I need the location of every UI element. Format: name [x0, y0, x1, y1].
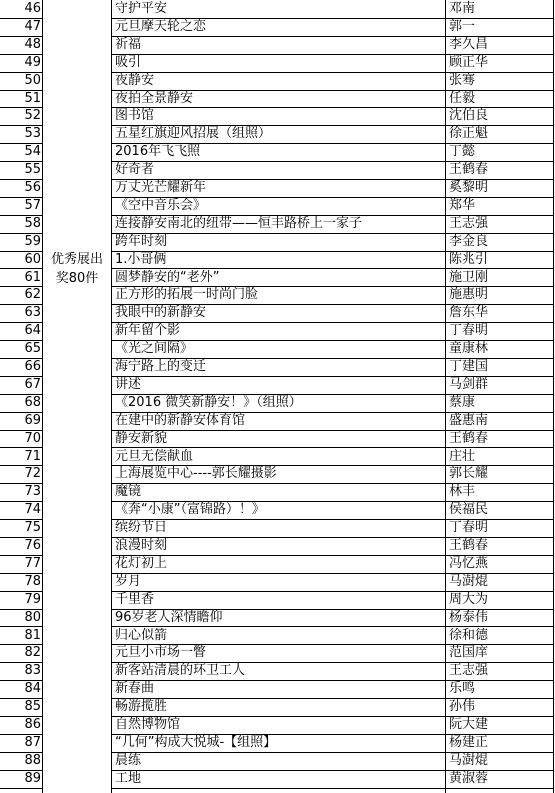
row-number: 52	[24, 108, 41, 124]
work-title: 万丈光芒耀新年	[115, 180, 207, 195]
column-divider	[111, 0, 112, 793]
work-title: 96岁老人深情瞻仰	[115, 609, 223, 625]
work-title: 《光之间隔》	[115, 341, 194, 357]
author-name: 郭一	[449, 18, 476, 34]
author-name: 徐和德	[449, 627, 489, 643]
row-number: 73	[24, 484, 41, 500]
author-name: 李金良	[449, 233, 489, 249]
row-number: 62	[24, 287, 41, 303]
work-title: 我眼中的新静安	[115, 305, 207, 321]
row-number: 83	[24, 663, 41, 679]
row-number: 79	[24, 591, 41, 607]
work-title: 《空中音乐会》	[115, 197, 207, 213]
row-number: 56	[24, 180, 41, 195]
work-title: 在建中的新静安体育馆	[115, 412, 246, 428]
row-number: 86	[24, 717, 41, 732]
work-title: 元旦小市场一瞥	[115, 645, 207, 661]
work-title: 1.小哥俩	[115, 251, 167, 267]
author-name: 马澍焜	[449, 573, 489, 589]
work-title: 祈福	[115, 36, 142, 52]
row-number: 75	[24, 520, 41, 536]
row-number: 74	[24, 502, 41, 518]
row-number: 63	[24, 305, 41, 321]
work-title: 元旦无偿献血	[115, 448, 194, 464]
author-name: 沈伯良	[449, 108, 489, 124]
row-number: 85	[24, 699, 41, 715]
work-title: 花灯初上	[115, 555, 168, 571]
row-number: 67	[24, 376, 41, 392]
author-name: 孙伟	[449, 699, 476, 715]
column-divider	[42, 0, 43, 793]
author-name: 盛惠南	[449, 412, 489, 428]
work-title: 畅游揽胜	[115, 699, 168, 715]
author-name: 郑华	[449, 197, 476, 213]
author-name: 郭长耀	[449, 466, 489, 482]
author-name: 顾正华	[449, 54, 489, 70]
work-title: 跨年时刻	[115, 233, 168, 249]
author-name: 马剑群	[449, 376, 489, 392]
row-number: 66	[24, 359, 41, 374]
author-name: 范国庠	[449, 645, 489, 661]
author-name: 丁春明	[449, 520, 489, 536]
row-number: 64	[24, 323, 41, 339]
row-number: 81	[24, 627, 41, 643]
author-name: 杨建正	[449, 734, 489, 750]
row-number: 87	[24, 734, 41, 750]
work-title: 工地	[115, 770, 142, 786]
author-name: 王鹤春	[449, 538, 489, 553]
work-title: 新客站清晨的环卫工人	[115, 663, 246, 679]
work-title: 新年留个影	[115, 323, 181, 339]
author-name: 乐鸣	[449, 681, 476, 697]
work-title: 岁月	[115, 573, 142, 589]
author-name: 王鹤春	[449, 162, 489, 178]
author-name: 丁建国	[449, 359, 489, 374]
author-name: 丁懿	[449, 144, 476, 160]
author-name: 周大为	[449, 591, 489, 607]
row-number: 50	[24, 72, 41, 88]
row-number: 80	[24, 609, 41, 625]
row-number: 49	[24, 54, 41, 70]
row-number: 54	[24, 144, 41, 160]
author-name: 詹东华	[449, 305, 489, 321]
author-name: 蔡康	[449, 394, 476, 410]
work-title: 静安新貌	[115, 430, 168, 446]
work-title: 晨练	[115, 752, 142, 768]
row-number: 59	[24, 233, 41, 249]
row-number: 82	[24, 645, 41, 661]
work-title: 缤纷节日	[115, 520, 168, 536]
work-title: 浪漫时刻	[115, 538, 168, 553]
work-title: 连接静安南北的纽带——恒丰路桥上一家子	[115, 215, 363, 231]
work-title: 好奇者	[115, 162, 155, 178]
work-title: 《奔“小康”（富锦路）！》	[115, 502, 265, 518]
work-title: 守护平安	[115, 1, 168, 16]
column-divider	[445, 0, 446, 793]
work-title: 正方形的拓展一时尚门脸	[115, 287, 259, 303]
author-name: 马澍焜	[449, 752, 489, 768]
author-name: 黄淑蓉	[449, 770, 489, 786]
author-name: 林丰	[449, 484, 476, 500]
work-title: 圆梦静安的“老外”	[115, 269, 220, 285]
row-number: 88	[24, 752, 41, 768]
row-number: 70	[24, 430, 41, 446]
author-name: 施惠明	[449, 287, 489, 303]
work-title: 新春曲	[115, 681, 155, 697]
work-title: 千里香	[115, 591, 155, 607]
row-number: 60	[24, 251, 41, 267]
author-name: 奚黎明	[449, 180, 489, 195]
row-number: 48	[24, 36, 41, 52]
work-title: 自然博物馆	[115, 717, 181, 732]
work-title: 图书馆	[115, 108, 155, 124]
award-category-cell: 优秀展出 奖80件	[50, 252, 103, 286]
column-divider	[553, 0, 554, 793]
author-name: 徐正魁	[449, 126, 489, 142]
row-number: 55	[24, 162, 41, 178]
author-name: 杨泰伟	[449, 609, 489, 625]
work-title: 魔镜	[115, 484, 142, 500]
author-name: 庄壮	[449, 448, 476, 464]
row-number: 65	[24, 341, 41, 357]
row-number: 53	[24, 126, 41, 142]
row-number: 84	[24, 681, 41, 697]
row-number: 47	[24, 18, 41, 34]
author-name: 李久昌	[449, 36, 489, 52]
row-divider	[111, 788, 554, 789]
work-title: 归心似箭	[115, 627, 168, 643]
row-number: 58	[24, 215, 41, 231]
row-number: 71	[24, 448, 41, 464]
work-title: 讲述	[115, 376, 142, 392]
author-name: 张骞	[449, 72, 476, 88]
work-title: 元旦摩天轮之恋	[115, 18, 207, 34]
author-name: 丁春明	[449, 323, 489, 339]
author-name: 阮大建	[449, 717, 489, 732]
row-number: 46	[24, 1, 41, 16]
row-number: 89	[24, 770, 41, 786]
row-divider	[0, 788, 43, 789]
row-number: 57	[24, 197, 41, 213]
author-name: 侯福民	[449, 502, 489, 518]
author-name: 王鹤春	[449, 430, 489, 446]
row-number: 51	[24, 90, 41, 106]
work-title: 《2016 微笑新静安！》（组照）	[115, 394, 302, 410]
author-name: 任毅	[449, 90, 476, 106]
work-title: 海宁路上的变迁	[115, 359, 207, 374]
row-number: 69	[24, 412, 41, 428]
author-name: 王志强	[449, 215, 489, 231]
work-title: 2016年飞飞照	[115, 144, 201, 160]
work-title: 夜拍全景静安	[115, 90, 194, 106]
work-title: “几何”构成大悦城-【组照】	[115, 734, 277, 750]
author-name: 施卫刚	[449, 269, 489, 285]
author-name: 陈兆引	[449, 251, 489, 267]
author-name: 冯忆燕	[449, 555, 489, 571]
work-title: 五星红旗迎风招展（组照）	[115, 126, 272, 142]
work-title: 吸引	[115, 54, 142, 70]
row-number: 68	[24, 394, 41, 410]
row-number: 76	[24, 538, 41, 553]
work-title: 夜静安	[115, 72, 155, 88]
row-number: 77	[24, 555, 41, 571]
row-number: 78	[24, 573, 41, 589]
author-name: 童康林	[449, 341, 489, 357]
author-name: 邓南	[449, 1, 476, 16]
row-number: 61	[24, 269, 41, 285]
row-number: 72	[24, 466, 41, 482]
author-name: 王志强	[449, 663, 489, 679]
work-title: 上海展览中心----郭长耀摄影	[115, 466, 277, 482]
